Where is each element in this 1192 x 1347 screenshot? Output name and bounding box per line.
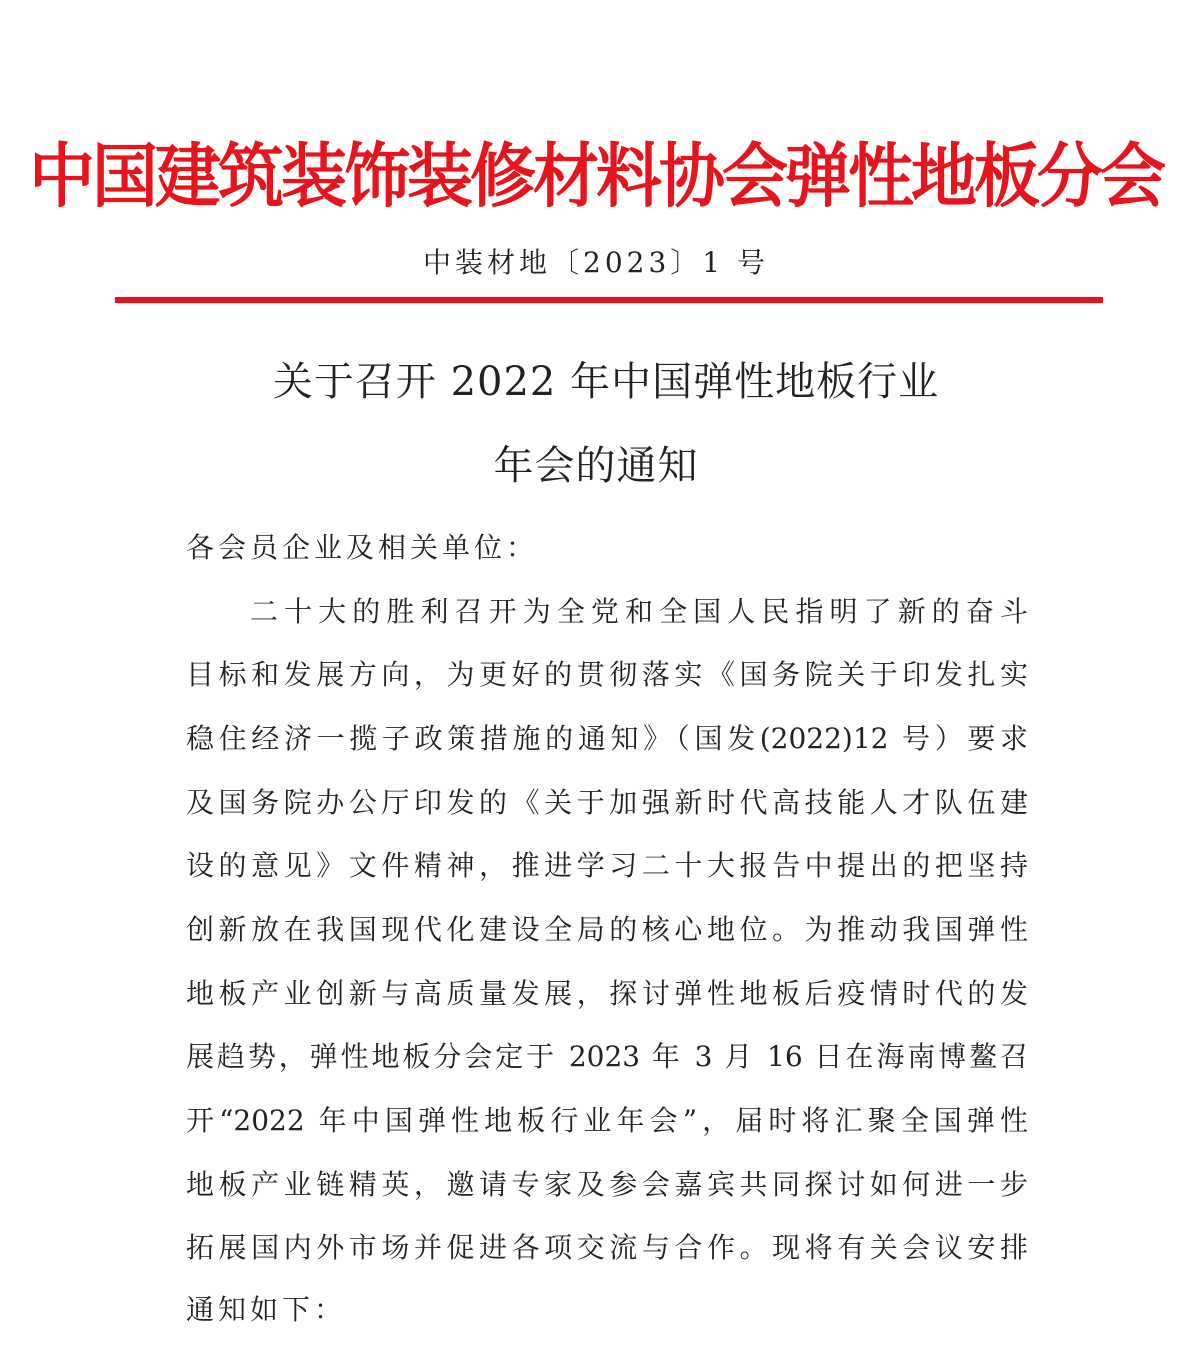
notice-title-line-1: 关于召开 2022 年中国弹性地板行业 [272, 359, 940, 405]
notice-title-line-2: 年会的通知 [493, 443, 699, 489]
salutation: 各会员企业及相关单位： [186, 531, 539, 564]
body-line: 通知如下： [186, 1293, 347, 1326]
body-line: 创新放在我国现代化建设全局的核心地位。为推动我国弹性 [186, 913, 1028, 946]
body-line: 稳住经济一揽子政策措施的通知》（国发(2022)12 号）要求 [186, 722, 1028, 755]
body-line: 二十大的胜利召开为全党和全国人民指明了新的奋斗 [250, 595, 1028, 628]
red-divider-line [115, 297, 1103, 303]
body-line: 地板产业链精英，邀请专家及参会嘉宾共同探讨如何进一步 [186, 1168, 1028, 1201]
body-line: 开“2022 年中国弹性地板行业年会”，届时将汇聚全国弹性 [186, 1104, 1028, 1137]
body-line: 拓展国内外市场并促进各项交流与合作。现将有关会议安排 [186, 1231, 1028, 1264]
body-line: 及国务院办公厅印发的《关于加强新时代高技能人才队伍建 [186, 786, 1028, 819]
organization-letterhead: 中国建筑装饰装修材料协会弹性地板分会 [29, 136, 1163, 217]
document-number: 中装材地〔2023〕1 号 [423, 246, 769, 279]
body-line: 目标和发展方向，为更好的贯彻落实《国务院关于印发扎实 [186, 658, 1028, 691]
body-line: 地板产业创新与高质量发展，探讨弹性地板后疫情时代的发 [186, 977, 1028, 1010]
body-line: 展趋势，弹性地板分会定于 2023 年 3 月 16 日在海南博鳌召 [186, 1040, 1028, 1073]
body-line: 设的意见》文件精神，推进学习二十大报告中提出的把坚持 [186, 849, 1028, 882]
